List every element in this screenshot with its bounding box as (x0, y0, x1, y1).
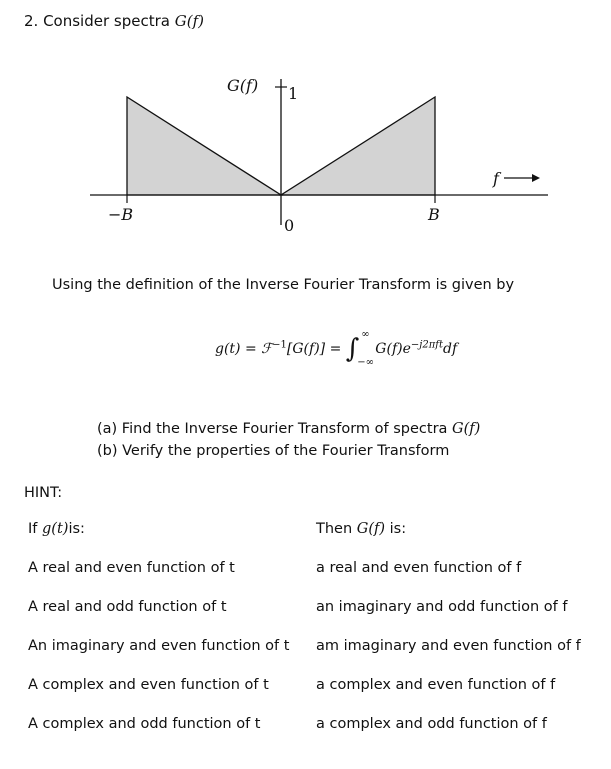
pos-b-label: B (428, 205, 440, 224)
neg-b-label: −B (108, 205, 134, 224)
hint-row-right: an imaginary and odd function of f (316, 599, 568, 615)
hint-row-right: am imaginary and even function of f (316, 638, 581, 654)
inverse-fourier-equation (215, 329, 458, 368)
hint-left-suffix: is: (68, 521, 85, 537)
eq-exp-sup: −j2πft (410, 339, 444, 351)
task-a-symbol: G(f) (452, 421, 481, 437)
eq-integrand: G(f)e (375, 341, 411, 357)
hint-left-symbol: g(t) (42, 521, 69, 537)
left-triangle (127, 97, 281, 195)
hint-row-left: A complex and even function of t (28, 677, 269, 693)
integral-sign: ∫ (345, 334, 360, 364)
hint-row-left: A real and even function of t (28, 560, 235, 576)
hint-right-symbol: G(f) (356, 521, 386, 537)
eq-df: df (443, 341, 458, 357)
hint-row-left: A real and odd function of t (28, 599, 227, 615)
right-triangle (281, 97, 435, 195)
question-heading (24, 12, 204, 30)
integral-limits (357, 329, 375, 368)
task-a-text: (a) Find the Inverse Fourier Transform of spectra (97, 421, 453, 437)
hint-right-prefix: Then (316, 521, 357, 537)
x-axis-label: f (493, 169, 499, 188)
y-axis-label: G(f) (227, 76, 259, 95)
hint-row-right: a complex and odd function of f (316, 716, 547, 732)
task-b: (b) Verify the properties of the Fourier Transform (97, 443, 450, 459)
question-text: 2. Consider spectra (24, 12, 175, 30)
eq-bracket: [G(f)] = (286, 341, 346, 357)
origin-label: 0 (284, 216, 295, 235)
peak-value-label: 1 (288, 84, 299, 103)
hint-row-right: a real and even function of f (316, 560, 522, 576)
question-symbol: G(f) (174, 12, 204, 30)
f-arrow-icon (532, 174, 540, 182)
eq-lower-limit: −∞ (357, 357, 375, 368)
hint-row-left: An imaginary and even function of t (28, 638, 290, 654)
hint-left-prefix: If (28, 521, 42, 537)
intro-text: Using the definition of the Inverse Fourier Transform is given by (52, 277, 515, 293)
hint-right-suffix: is: (385, 521, 407, 537)
spectrum-diagram (70, 65, 550, 240)
eq-lhs: g(t) = ℱ (215, 341, 273, 357)
hint-title: HINT: (24, 485, 63, 501)
task-a (97, 421, 480, 437)
eq-inv-sup: −1 (272, 339, 287, 351)
hint-right-header (316, 521, 406, 537)
hint-left-header (28, 521, 85, 537)
hint-row-right: a complex and even function of f (316, 677, 556, 693)
hint-row-left: A complex and odd function of t (28, 716, 261, 732)
eq-upper-limit: ∞ (361, 329, 370, 340)
